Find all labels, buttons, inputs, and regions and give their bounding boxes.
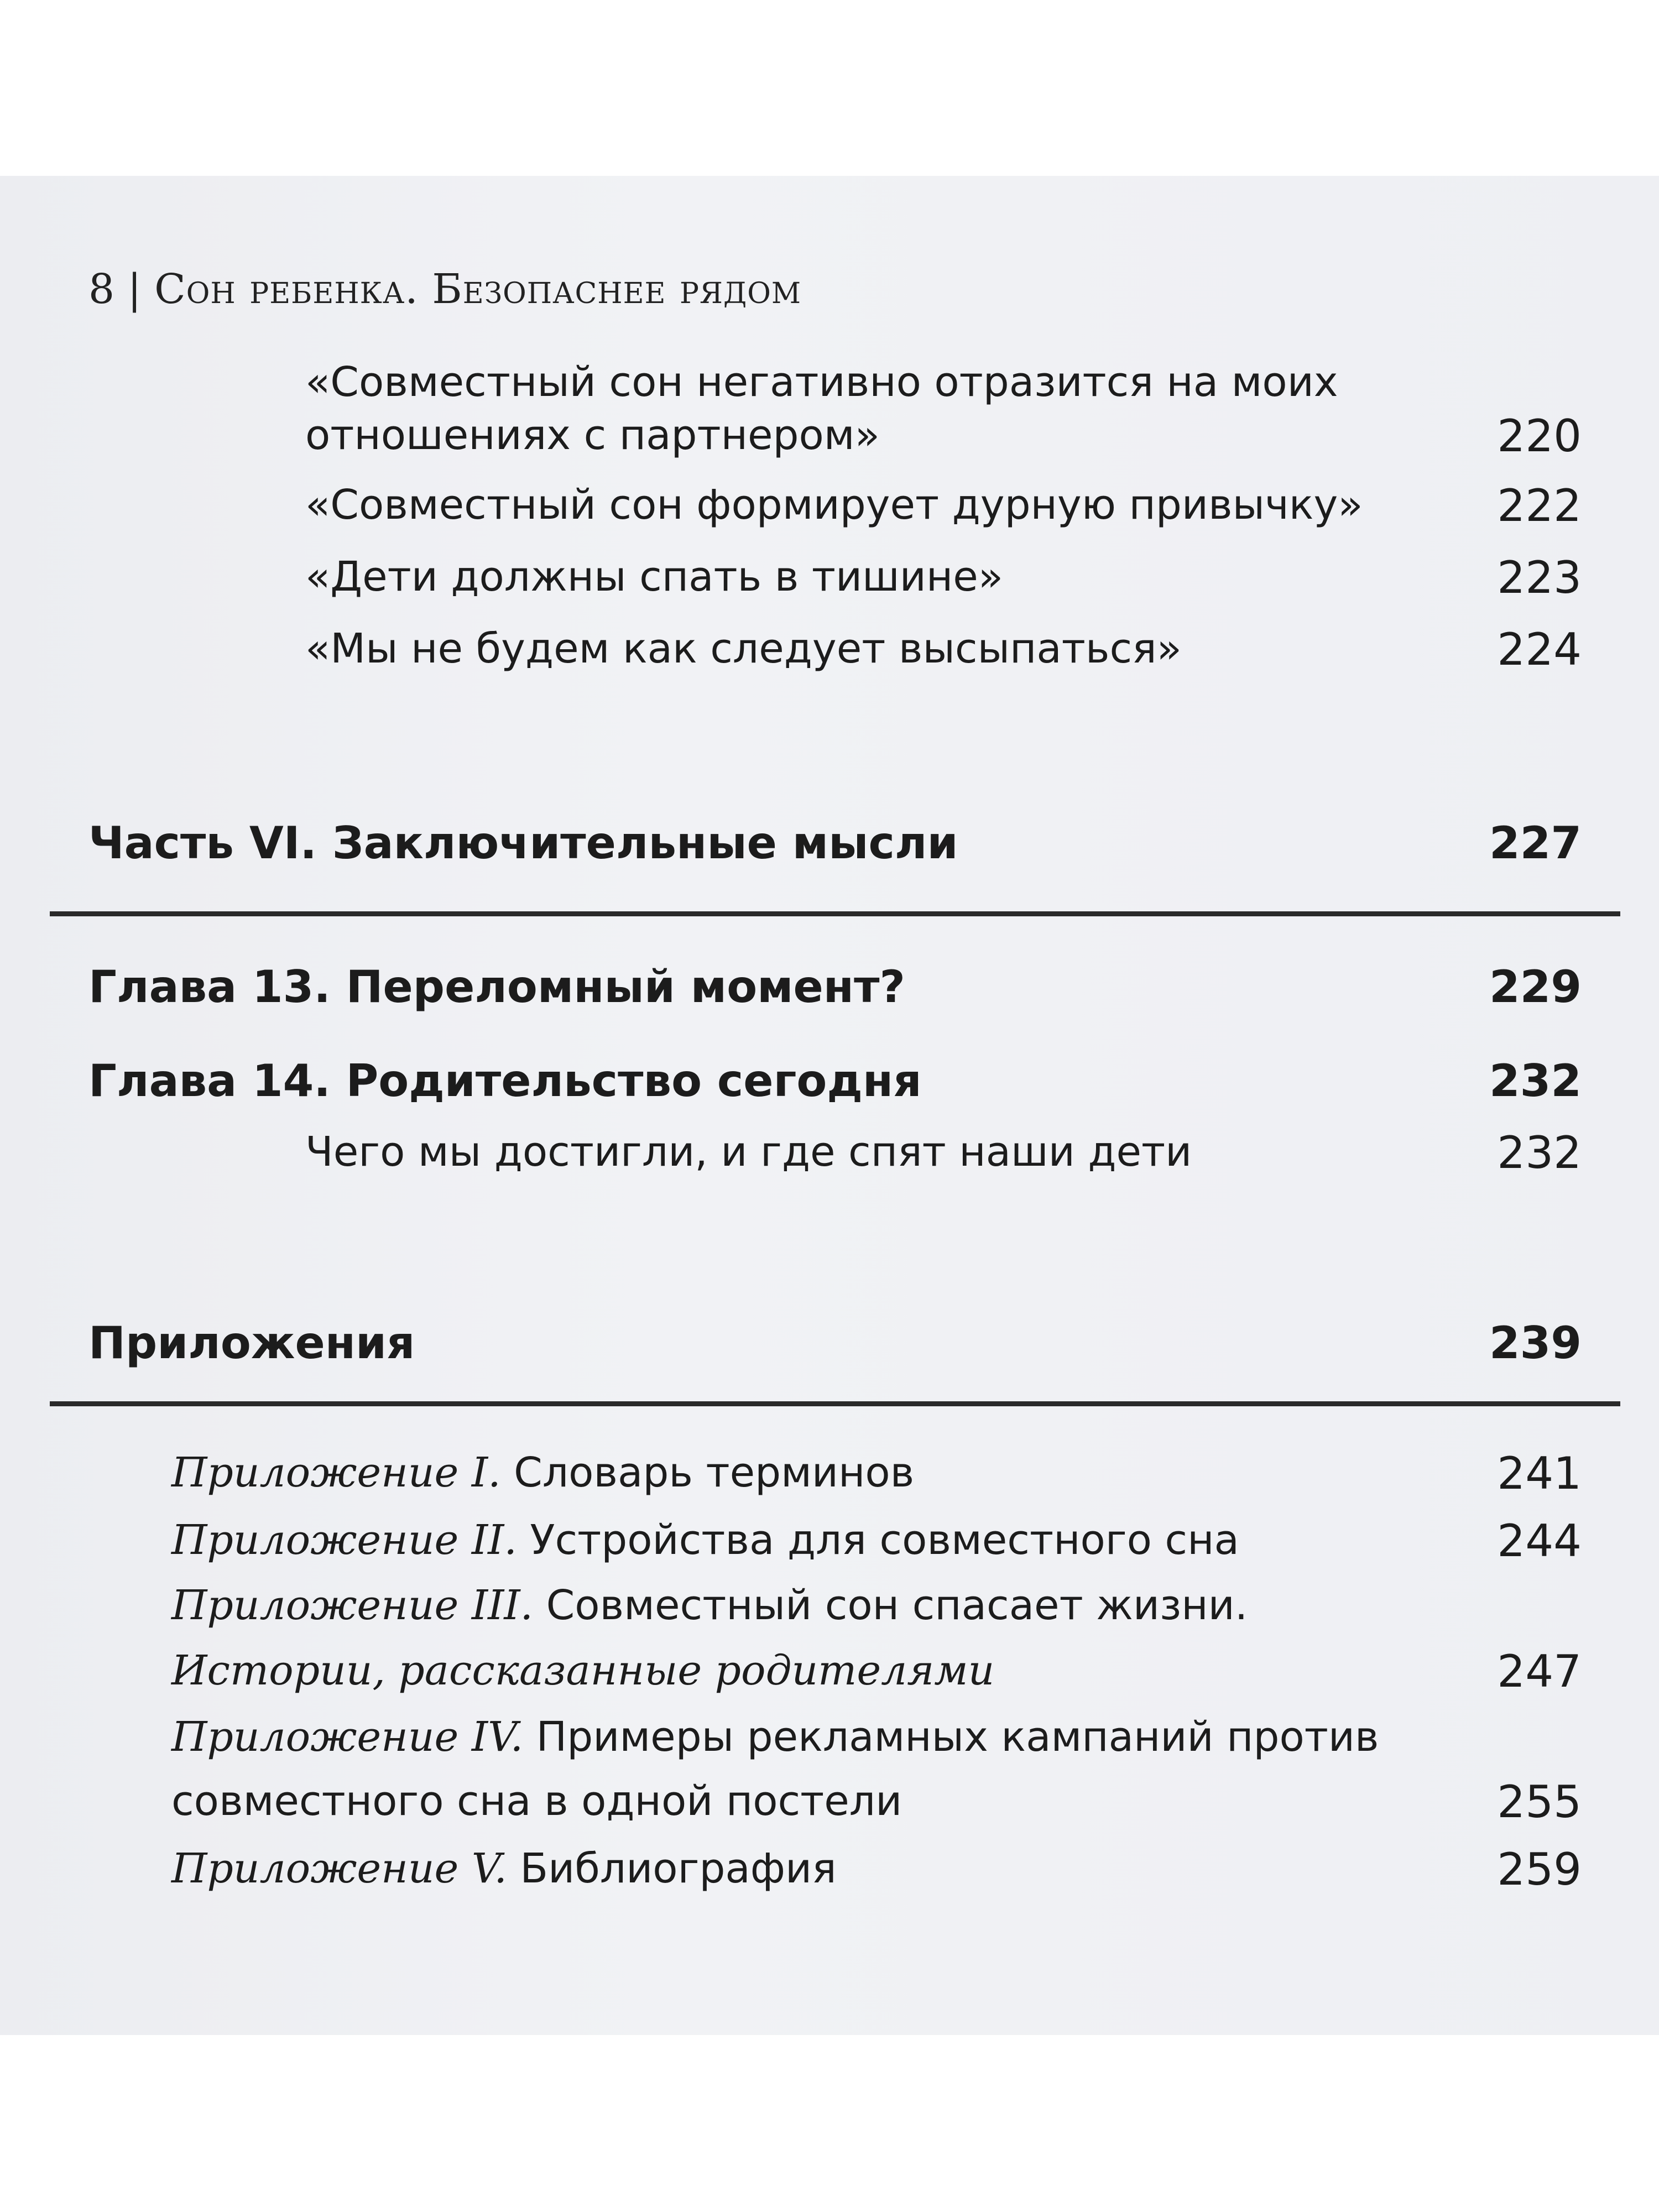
toc-entry-1-line2: отношениях с партнером» bbox=[305, 411, 880, 459]
toc-entry-3: «Дети должны спать в тишине» bbox=[305, 553, 1004, 601]
toc-appendix-5-page: 259 bbox=[1497, 1844, 1582, 1895]
chapter-13-label: Глава 13. bbox=[88, 961, 331, 1013]
running-header bbox=[88, 265, 801, 313]
header-page-number: 8 bbox=[88, 265, 115, 313]
toc-appendices-page: 239 bbox=[1489, 1317, 1582, 1369]
toc-appendix-1-page: 241 bbox=[1497, 1448, 1582, 1499]
part-6-rule bbox=[50, 911, 1620, 916]
appendix-1-label: Приложение I. bbox=[171, 1449, 501, 1496]
appendix-4-title: Примеры рекламных кампаний против bbox=[523, 1713, 1379, 1761]
toc-chapter-14 bbox=[88, 1055, 922, 1107]
toc-appendix-2 bbox=[171, 1516, 1239, 1564]
toc-entry-2-page: 222 bbox=[1497, 480, 1582, 531]
chapter-13-title: Переломный момент? bbox=[346, 961, 905, 1013]
toc-chapter-14-page: 232 bbox=[1489, 1055, 1582, 1107]
toc-appendix-4-page: 255 bbox=[1497, 1776, 1582, 1828]
appendix-4-label: Приложение IV. bbox=[171, 1713, 524, 1761]
toc-chapter-14-entry-page: 232 bbox=[1497, 1127, 1582, 1178]
appendix-2-label: Приложение II. bbox=[171, 1516, 517, 1564]
appendix-5-label: Приложение V. bbox=[171, 1845, 507, 1892]
appendix-2-title: Устройства для совместного сна bbox=[517, 1516, 1239, 1564]
appendices-rule bbox=[50, 1401, 1620, 1406]
toc-part-6-page: 227 bbox=[1489, 817, 1582, 869]
appendix-3-label: Приложение III. bbox=[171, 1582, 534, 1629]
appendix-5-title: Библиография bbox=[507, 1845, 837, 1892]
toc-appendix-4-line2: совместного сна в одной постели bbox=[171, 1777, 902, 1825]
toc-appendix-3-line2 bbox=[171, 1647, 994, 1694]
toc-appendix-1 bbox=[171, 1449, 914, 1496]
toc-entry-1-page: 220 bbox=[1497, 410, 1582, 462]
toc-entry-4-page: 224 bbox=[1497, 624, 1582, 675]
toc-part-6-title: Часть VI. Заключительные мысли bbox=[88, 817, 958, 869]
toc-entry-1-line1: «Совместный сон негативно отразится на моих bbox=[305, 358, 1338, 406]
appendix-3-title: Совместный сон спасает жизни. bbox=[533, 1582, 1248, 1629]
toc-appendix-3 bbox=[171, 1582, 1248, 1629]
chapter-14-label: Глава 14. bbox=[88, 1055, 331, 1107]
toc-appendix-5 bbox=[171, 1845, 837, 1892]
toc-entry-4: «Мы не будем как следует высыпаться» bbox=[305, 625, 1182, 672]
chapter-14-title: Родительство сегодня bbox=[346, 1055, 922, 1107]
toc-appendix-4 bbox=[171, 1713, 1379, 1761]
header-running-title: Сон ребенка. Безопаснее рядом bbox=[154, 265, 802, 313]
toc-entry-3-page: 223 bbox=[1497, 552, 1582, 603]
toc-chapter-13-page: 229 bbox=[1489, 961, 1582, 1013]
header-separator: | bbox=[127, 265, 142, 313]
toc-appendix-2-page: 244 bbox=[1497, 1515, 1582, 1567]
appendix-3-subtitle: Истории, рассказанные родителями bbox=[171, 1647, 995, 1694]
toc-entry-2: «Совместный сон формирует дурную привычку» bbox=[305, 481, 1363, 529]
toc-appendices-title: Приложения bbox=[88, 1317, 415, 1369]
appendix-1-title: Словарь терминов bbox=[500, 1449, 915, 1496]
toc-chapter-13 bbox=[88, 961, 905, 1013]
toc-chapter-14-entry: Чего мы достигли, и где спят наши дети bbox=[305, 1128, 1192, 1176]
toc-appendix-3-page: 247 bbox=[1497, 1646, 1582, 1697]
